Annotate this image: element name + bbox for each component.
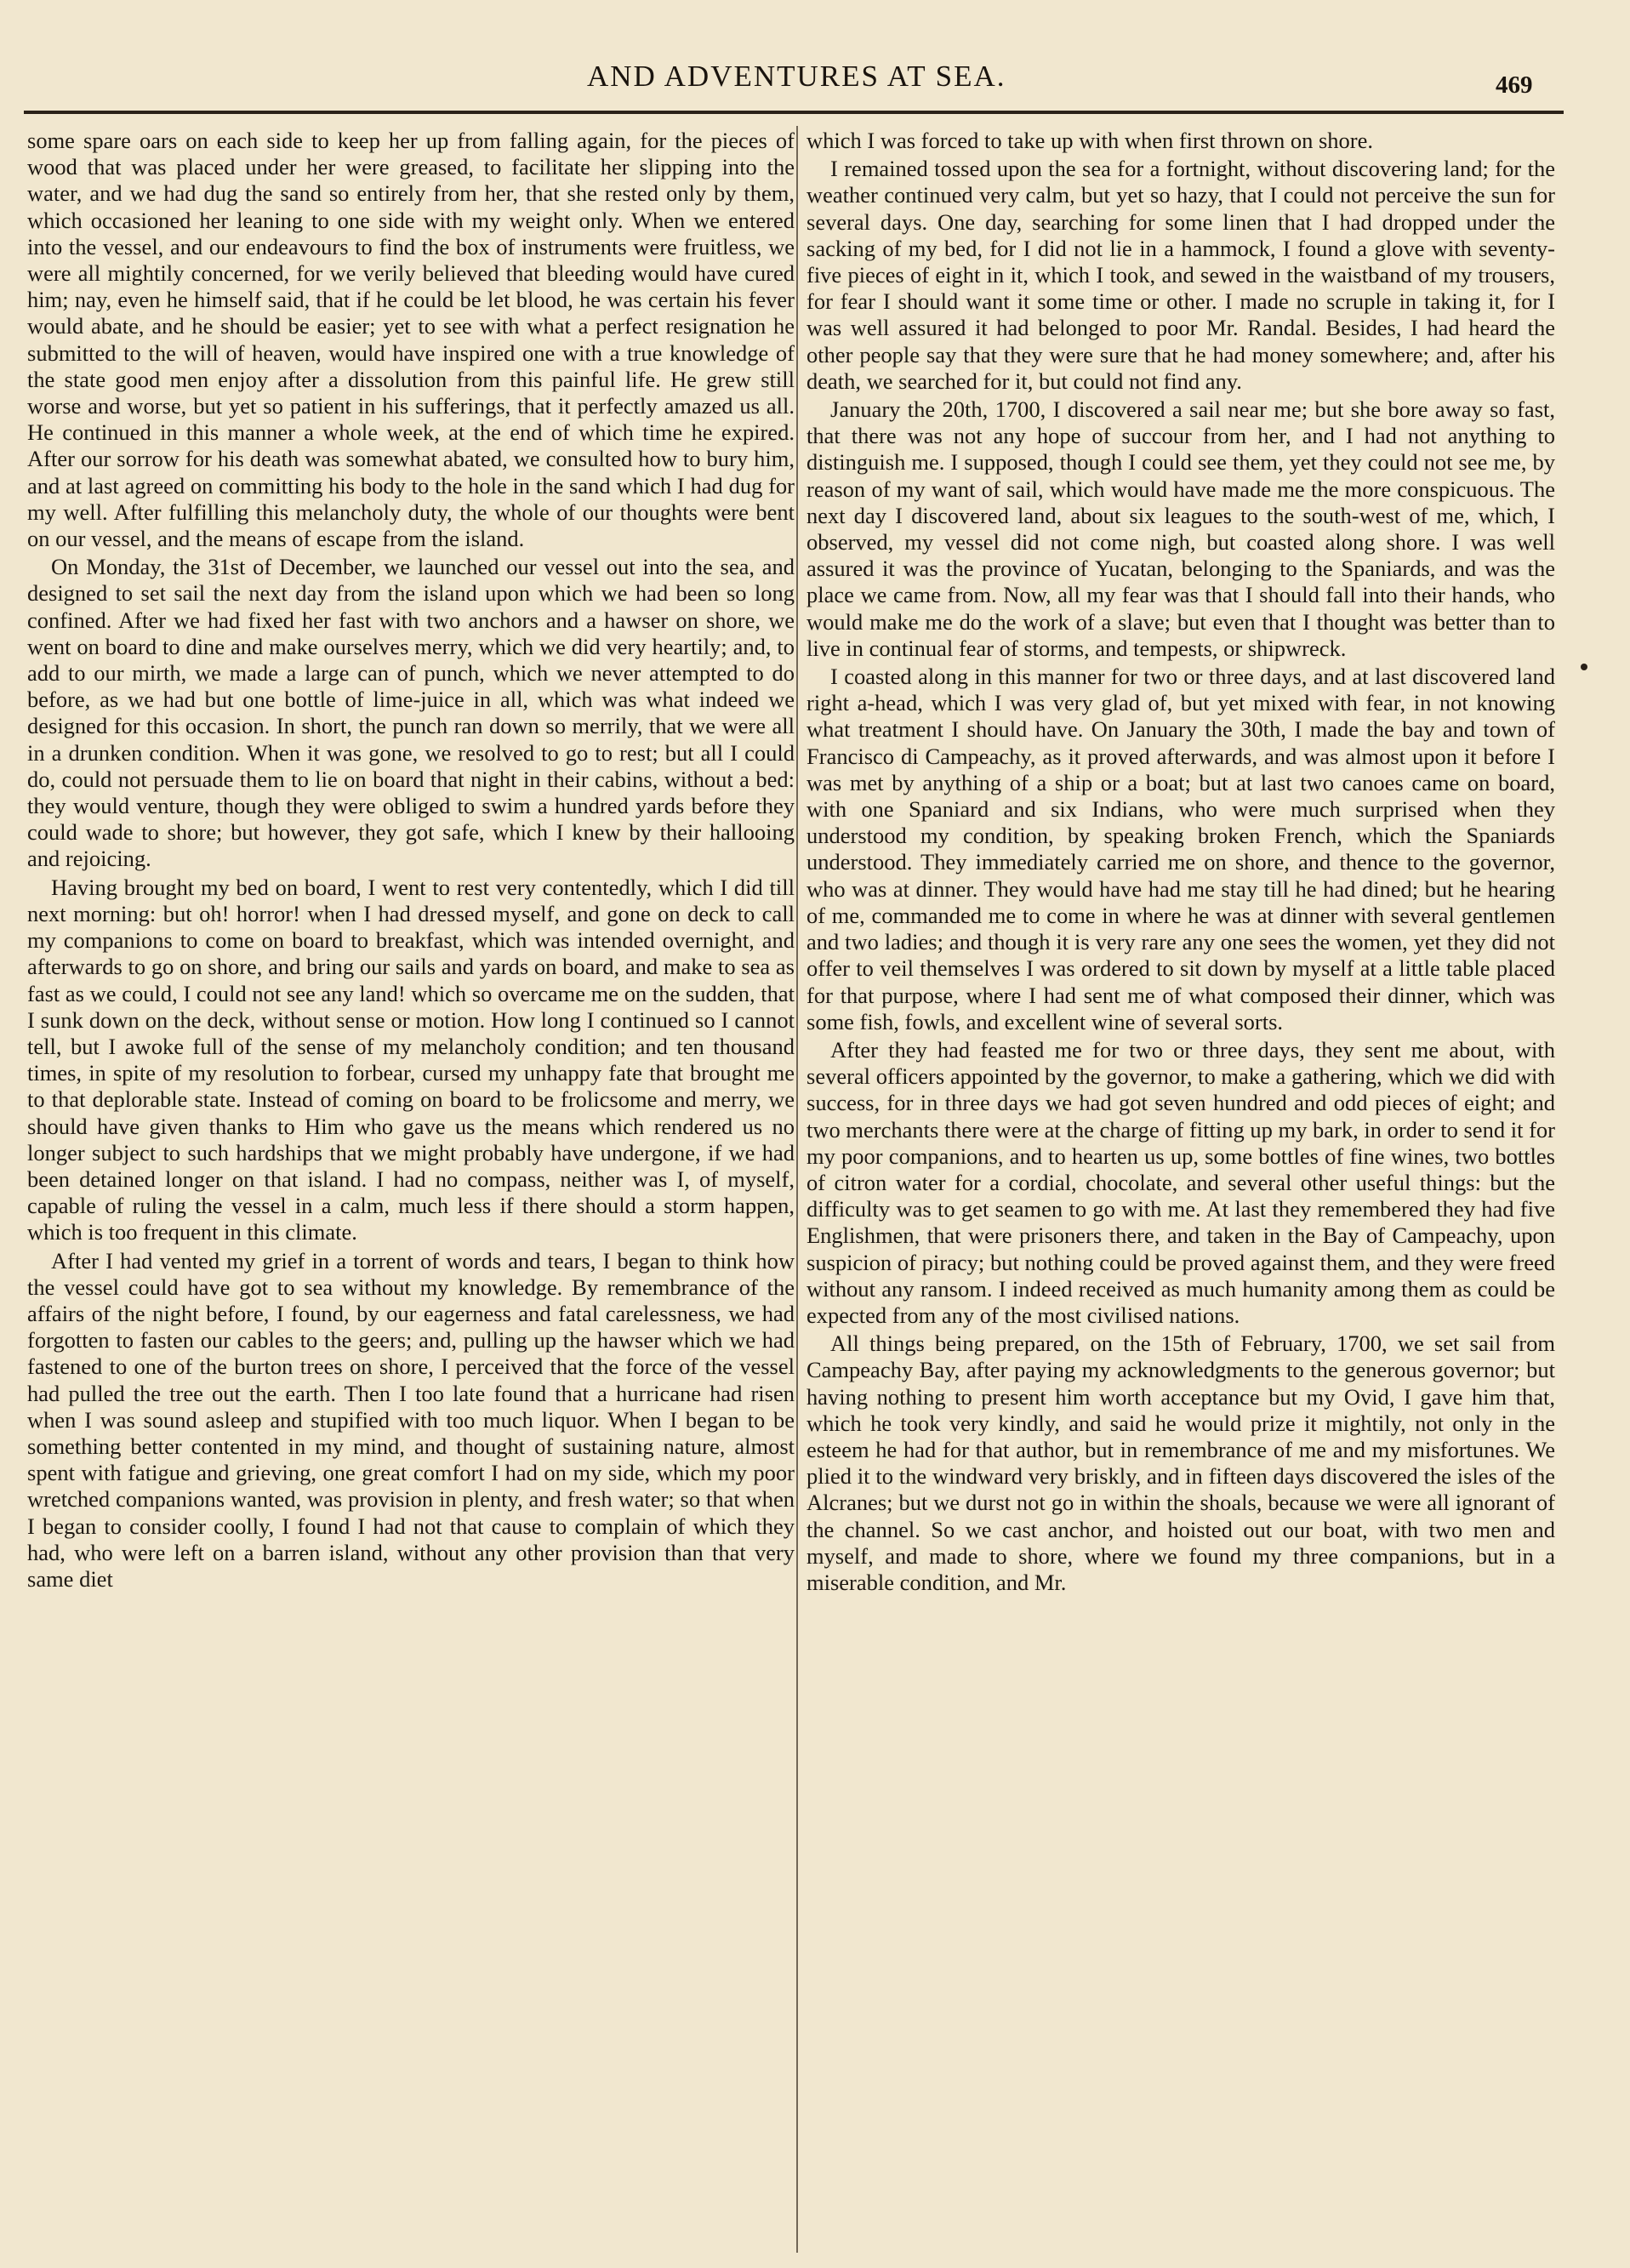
header-rule [24,111,1564,114]
right-column [806,128,1555,2248]
column-divider [796,126,798,2253]
running-title: AND ADVENTURES AT SEA. [587,60,1006,93]
page-header [0,53,1630,104]
paragraph: I coasted along in this manner for two or three days, and at last discovered land right a-head, which I was very glad of, but yet mixed with fear, in not knowing what treatment I should have. On January the 30th, I made the bay and town of Francisco di Campeachy, as it proved afterwards, and was almost upon it before I was met by anything of a ship or a boat; but at last two canoes came on board, with one Spaniard and six Indians, who were much surprised when they understood my condition, by speaking broken French, which the Spaniards understood. They immediately carried me on shore, and thence to the governor, who was at dinner. They would have had me stay till he had dined; but he hearing of me, commanded me to come in where he was at dinner with several gentlemen and two ladies; and though it is very rare any one sees the women, yet they did not offer to veil themselves I was ordered to sit down by myself at a little table placed for that purpose, where I had sent me of what composed their dinner, which was some fish, fowls, and excellent wine of several sorts. [806,664,1555,1034]
paragraph: On Monday, the 31st of December, we launched our vessel out into the sea, and designed to set sail the next day from the island upon which we had been so long confined. After we had fixed her fast with two anchors and a hawser on shore, we went on board to dine and make ourselves merry, which we did very heartily; and, to add to our mirth, we made a large can of punch, which we never attempted to do before, as we had but one bottle of lime-juice in all, which was what indeed we designed for this occasion. In short, the punch ran down so merrily, that we were all in a drunken condition. When it was gone, we resolved to go to rest; but all I could do, could not persuade them to lie on board that night in their cabins, without a bed: they would venture, though they were obliged to swim a hundred yards before they could wade to shore; but however, they got safe, which I knew by their hallooing and rejoicing. [27,554,795,872]
paragraph: All things being prepared, on the 15th of February, 1700, we set sail from Campeachy Bay, after paying my acknowledgments to the generous governor; but having nothing to present him worth acceptance but my Ovid, I gave him that, which he took very kindly, and said he would prize it mightily, not only in the esteem he had for that author, but in remembrance of me and my misfortunes. We plied it to the windward very briskly, and in fifteen days discovered the isles of the Alcranes; but we durst not go in within the shoals, because we were all ignorant of the channel. So we cast anchor, and hoisted out our boat, with two men and myself, and made to shore, where we found my three companions, but in a miserable condition, and Mr. [806,1331,1555,1595]
left-column [27,128,795,2248]
page-number: 469 [1496,71,1533,99]
paragraph: which I was forced to take up with when first thrown on shore. [806,128,1374,153]
paragraph: January the 20th, 1700, I discovered a sail near me; but she bore away so fast, that there was not any hope of succour from her, and I had not anything to distinguish me. I supposed, though I could see them, yet they could not see me, by reason of my want of sail, which would have made me the more conspicuous. The next day I discovered land, about six leagues to the south-west of me, which, I observed, my vessel did not come nigh, but coasted along shore. I was well assured it was the province of Yucatan, belonging to the Spaniards, and was the place we came from. Now, all my fear was that I should fall into their hands, who would make me do the work of a slave; but even that I thought was better than to live in continual fear of storms, and tempests, or shipwreck. [806,396,1555,661]
paragraph: Having brought my bed on board, I went to rest very contentedly, which I did till next morning: but oh! horror! when I had dressed myself, and gone on deck to call my companions to come on board to breakfast, which was intended overnight, and afterwards to go on shore, and bring our sails and yards on board, and make to sea as fast as we could, I could not see any land! which so overcame me on the sudden, that I sunk down on the deck, without sense or motion. How long I continued so I cannot tell, but I awoke full of the sense of my melancholy condition; and ten thousand times, in spite of my resolution to forbear, cursed my unhappy fate that brought me to that deplorable state. Instead of coming on board to be frolicsome and merry, we should have given thanks to Him who gave us the means which rendered us no longer subject to such hardships that we might probably have undergone, if we had been detained longer on that island. I had no compass, neither was I, of myself, capable of ruling the vessel in a calm, much less if there should a storm happen, which is too frequent in this climate. [27,874,795,1245]
paragraph: After I had vented my grief in a torrent of words and tears, I began to think how the vessel could have got to sea without my knowledge. By remembrance of the affairs of the night before, I found, by our eagerness and fatal carelessness, we had forgotten to fasten our cables to the geers; and, pulling up the hawser which we had fastened to one of the burton trees on shore, I perceived that the force of the vessel had pulled the tree out the earth. Then I too late found that a hurricane had risen when I was sound asleep and stupified with too much liquor. When I began to be something better contented in my mind, and thought of sustaining nature, almost spent with fatigue and grieving, one great comfort I had on my side, which my poor wretched companions wanted, was provision in plenty, and fresh water; so that when I began to consider coolly, I found I had not that cause to complain of which they had, who were left on a barren island, without any other provision than that very same diet [27,1247,795,1592]
paragraph: After they had feasted me for two or three days, they sent me about, with several officers appointed by the governor, to make a gathering, which we did with success, for in three days we had got seven hundred and odd pieces of eight; and two merchants there were at the charge of fitting up my bark, in order to send it for my poor companions, and to hearten us up, some bottles of fine wines, two bottles of citron water for a cordial, chocolate, and several other useful things: but the difficulty was to get seamen to go with me. At last they remembered they had five Englishmen, that were prisoners there, and taken in the Bay of Campeachy, upon suspicion of piracy; but nothing could be proved against them, and they were freed without any ransom. I indeed received as much humanity among them as could be expected from any of the most civilised nations. [806,1036,1555,1328]
paragraph: I remained tossed upon the sea for a fortnight, without discovering land; for the weather continued very calm, but yet so hazy, that I could not perceive the sun for several days. One day, searching for some linen that I had dropped under the sacking of my bed, for I did not lie in a hammock, I found a glove with seventy-five pieces of eight in it, which I took, and sewed in the waistband of my trousers, for fear I should want it some time or other. I made no scruple in taking it, for I was well assured it had belonged to poor Mr. Randal. Besides, I had heard the other people say that they were sure that he had money somewhere; and, after his death, we searched for it, but could not find any. [806,156,1555,394]
ink-speck [1581,664,1587,670]
paragraph: some spare oars on each side to keep her up from falling again, for the pieces of wood that was placed under her were greased, to facilitate her slipping into the water, and we had dug the sand so entirely from her, that she rested only by them, which occasioned her leaning to one side with my weight only. When we entered into the vessel, and our endeavours to find the box of instruments were fruitless, we were all mightily concerned, for we verily believed that bleeding would have cured him; nay, even he himself said, that if he could be let blood, he was certain his fever would abate, and he should be easier; yet to see with what a perfect resignation he submitted to the will of heaven, would have inspired one with a true knowledge of the state good men enjoy after a dissolution from this painful life. He grew still worse and worse, but yet so patient in his sufferings, that it perfectly amazed us all. He continued in this manner a whole week, at the end of which time he expired. After our sorrow for his death was somewhat abated, we consulted how to bury him, and at last agreed on committing his body to the hole in the sand which I had dug for my well. After fulfilling this melancholy duty, the whole of our thoughts were bent on our vessel, and the means of escape from the island. [27,128,795,552]
